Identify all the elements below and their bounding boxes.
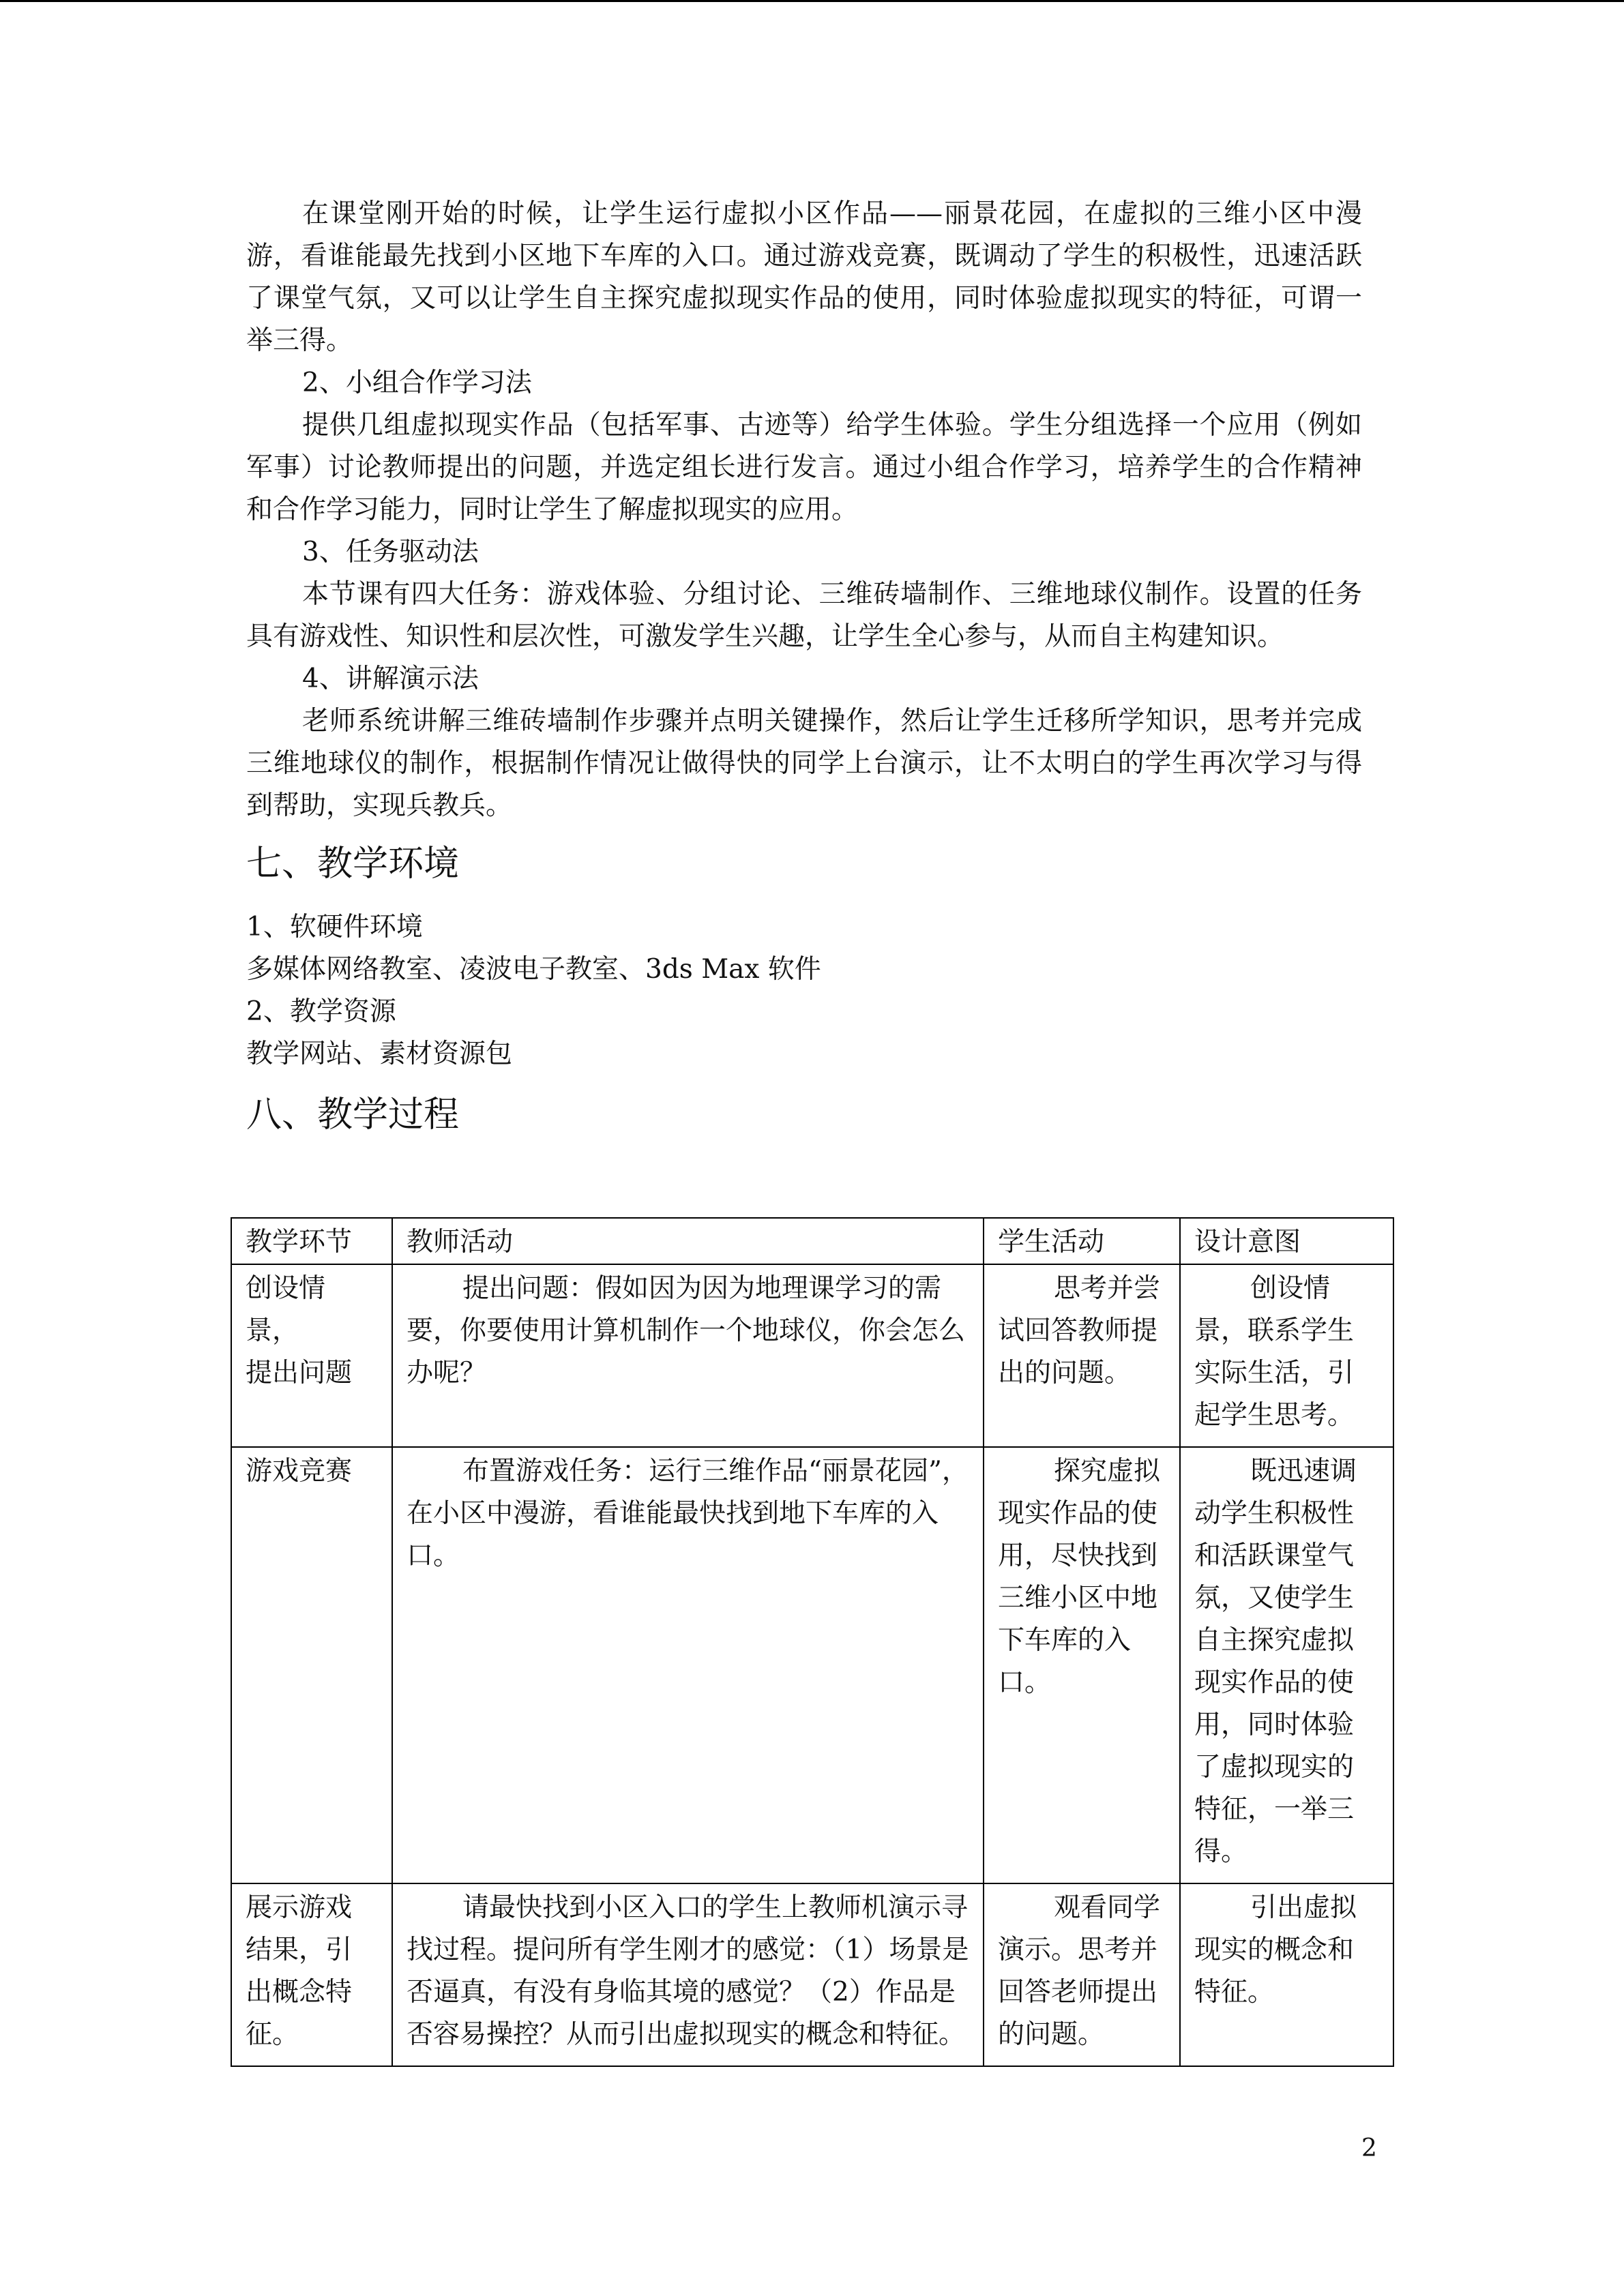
design-intent-text: 创设情景，联系学生实际生活，引起学生思考。	[1194, 1273, 1355, 1431]
teacher-activity-cell	[392, 1447, 984, 1883]
teacher-activity-text: 布置游戏任务：运行三维作品“丽景花园”，在小区中漫游，看谁能最快找到地下车库的入口。	[407, 1456, 969, 1571]
method-2-text: 提供几组虚拟现实作品（包括军事、古迹等）给学生体验。学生分组选择一个应用（例如军事）讨论教师提出的问题，并选定组长进行发言。通过小组合作学习，培养学生的合作精神和合作学习能力，同时让学生了解虚拟现实的应用。	[246, 410, 1362, 525]
environment-item-2-text: 教学网站、素材资源包	[246, 1039, 513, 1069]
stage-text: 创设情景，	[246, 1273, 326, 1346]
page-number: 2	[1361, 2134, 1377, 2162]
teaching-process-table	[231, 1217, 1394, 2067]
header-design-intent: 设计意图	[1180, 1218, 1393, 1264]
design-intent-cell	[1180, 1447, 1393, 1883]
header-stage: 教学环节	[231, 1218, 392, 1264]
teacher-activity-text: 请最快找到小区入口的学生上教师机演示寻找过程。提问所有学生刚才的感觉：（1）场景是否逼真，有没有身临其境的感觉？（2）作品是否容易操控？从而引出虚拟现实的概念和特征。	[407, 1892, 969, 2050]
student-activity-cell	[984, 1883, 1180, 2066]
table-row	[231, 1447, 1393, 1883]
environment-item-2-title: 2、教学资源	[246, 996, 396, 1027]
environment-item-1-title: 1、软硬件环境	[246, 912, 423, 942]
method-3-title: 3、任务驱动法	[302, 537, 479, 567]
section-heading-process: 八、教学过程	[246, 1094, 460, 1135]
table-row	[231, 1883, 1393, 2066]
stage-cell	[231, 1264, 392, 1447]
stage-cell	[231, 1883, 392, 2066]
page-top-border	[0, 0, 1624, 2]
method-4-text: 老师系统讲解三维砖墙制作步骤并点明关键操作，然后让学生迁移所学知识，思考并完成三维地球仪的制作，根据制作情况让做得快的同学上台演示，让不太明白的学生再次学习与得到帮助，实现兵教兵。	[246, 706, 1362, 821]
student-activity-cell	[984, 1264, 1180, 1447]
header-student-activity: 学生活动	[984, 1218, 1180, 1264]
student-activity-text: 观看同学演示。思考并回答老师提出的问题。	[998, 1892, 1161, 2050]
section-heading-environment: 七、教学环境	[246, 844, 460, 884]
teacher-activity-cell	[392, 1883, 984, 2066]
teacher-activity-text: 提出问题：假如因为因为地理课学习的需要，你要使用计算机制作一个地球仪，你会怎么办呢？	[407, 1273, 966, 1388]
stage-text-line2: 提出问题	[246, 1358, 353, 1388]
teacher-activity-cell	[392, 1264, 984, 1447]
design-intent-text: 既迅速调动学生积极性和活跃课堂气氛，又使学生自主探究虚拟现实作品的使用，同时体验了虚拟现实的特征，一举三得。	[1194, 1456, 1357, 1867]
student-activity-text: 思考并尝试回答教师提出的问题。	[998, 1273, 1161, 1388]
method-4-title: 4、讲解演示法	[302, 664, 479, 694]
environment-item-1-text: 多媒体网络教室、凌波电子教室、3ds Max 软件	[246, 954, 821, 985]
table-header-row	[231, 1218, 1393, 1264]
table-row	[231, 1264, 1393, 1447]
stage-text: 展示游戏结果，引出概念特征。	[246, 1892, 353, 2050]
student-activity-text: 探究虚拟现实作品的使用，尽快找到三维小区中地下车库的入口。	[998, 1456, 1161, 1698]
method-2-title: 2、小组合作学习法	[302, 368, 532, 398]
header-teacher-activity: 教师活动	[392, 1218, 984, 1264]
document-body	[246, 193, 1362, 1161]
design-intent-cell	[1180, 1264, 1393, 1447]
methods-intro-paragraph: 在课堂刚开始的时候，让学生运行虚拟小区作品——丽景花园，在虚拟的三维小区中漫游，看谁能最先找到小区地下车库的入口。通过游戏竞赛，既调动了学生的积极性，迅速活跃了课堂气氛，又可以让学生自主探究虚拟现实作品的使用，同时体验虚拟现实的特征，可谓一举三得。	[246, 198, 1362, 356]
method-3-text: 本节课有四大任务：游戏体验、分组讨论、三维砖墙制作、三维地球仪制作。设置的任务具有游戏性、知识性和层次性，可激发学生兴趣，让学生全心参与，从而自主构建知识。	[246, 579, 1362, 652]
design-intent-cell	[1180, 1883, 1393, 2066]
student-activity-cell	[984, 1447, 1180, 1883]
design-intent-text: 引出虚拟现实的概念和特征。	[1194, 1892, 1357, 2008]
stage-cell	[231, 1447, 392, 1883]
stage-text: 游戏竞赛	[246, 1456, 353, 1487]
